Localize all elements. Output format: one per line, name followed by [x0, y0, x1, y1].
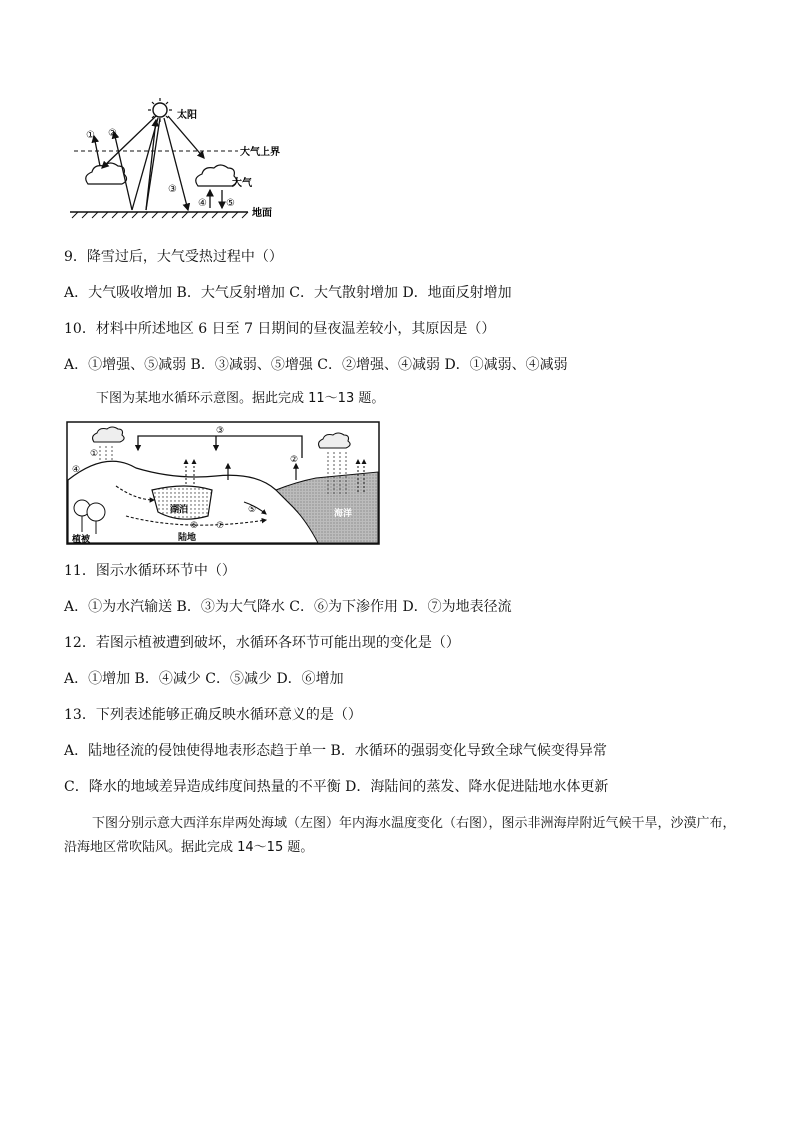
- water-cycle-figure: [66, 420, 382, 548]
- q11-options: A．①为水汽输送 B．③为大气降水 C．⑥为下渗作用 D．⑦为地表径流: [64, 599, 512, 615]
- q9-options: A．大气吸收增加 B．大气反射增加 C．大气散射增加 D．地面反射增加: [64, 285, 512, 301]
- water-cycle-intro: 下图为某地水循环示意图。据此完成 11～13 题。: [96, 391, 385, 406]
- ocean-label: 海洋: [334, 509, 353, 519]
- left-cloud-icon: [86, 163, 127, 184]
- q10-options: A．①增强、⑤减弱 B．③减弱、⑤增强 C．②增强、④减弱 D．①减弱、④减弱: [64, 357, 568, 373]
- land-label: 陆地: [178, 533, 197, 543]
- marker-3: ③: [168, 184, 177, 195]
- q12-stem: 12．若图示植被遭到破坏，水循环各环节可能出现的变化是（）: [64, 635, 460, 651]
- q13-stem: 13．下列表述能够正确反映水循环意义的是（）: [64, 707, 362, 723]
- q9-stem: 9．降雪过后，大气受热过程中（）: [64, 249, 283, 265]
- q10-stem: 10．材料中所述地区 6 日至 7 日期间的昼夜温差较小，其原因是（）: [64, 321, 496, 337]
- marker-1: ①: [86, 130, 95, 141]
- wc-marker-1: ①: [90, 449, 99, 459]
- vegetation-label: 植被: [72, 535, 91, 545]
- q12-options: A．①增加 B．④减少 C．⑤减少 D．⑥增加: [64, 671, 344, 687]
- q11-stem: 11．图示水循环环节中（）: [64, 563, 236, 579]
- marker-4: ④: [198, 198, 207, 209]
- atmosphere-heating-figure: [64, 96, 284, 224]
- wc-marker-5: ⑤: [248, 505, 257, 515]
- marker-2: ②: [108, 128, 117, 139]
- wc-marker-2: ②: [290, 455, 299, 465]
- sun-label: 太阳: [177, 110, 197, 121]
- right-cloud-icon: [196, 165, 237, 186]
- lake-label: 湖泊: [170, 505, 189, 515]
- q13-options-line1: A．陆地径流的侵蚀使得地表形态趋于单一 B．水循环的强弱变化导致全球气候变得异常: [64, 743, 607, 759]
- wc-marker-3: ③: [216, 426, 225, 436]
- atmosphere-label: 大气: [232, 178, 252, 189]
- ocean-intro: 下图分别示意大西洋东岸两处海域（左图）年内海水温度变化（右图），图示非洲海岸附近气候干旱，沙漠广布，沿海地区常吹陆风。据此完成 14～15 题。: [64, 816, 736, 855]
- atmosphere-top-label: 大气上界: [240, 147, 280, 158]
- q13-options-line2: C．降水的地域差异造成纬度间热量的不平衡 D．海陆间的蒸发、降水促进陆地水体更新: [64, 779, 609, 795]
- ground-label: 地面: [252, 208, 272, 219]
- wc-marker-7: ⑦: [216, 521, 225, 531]
- wc-marker-6: ⑥: [190, 521, 199, 531]
- wc-marker-4: ④: [72, 465, 81, 475]
- marker-5: ⑤: [226, 198, 235, 209]
